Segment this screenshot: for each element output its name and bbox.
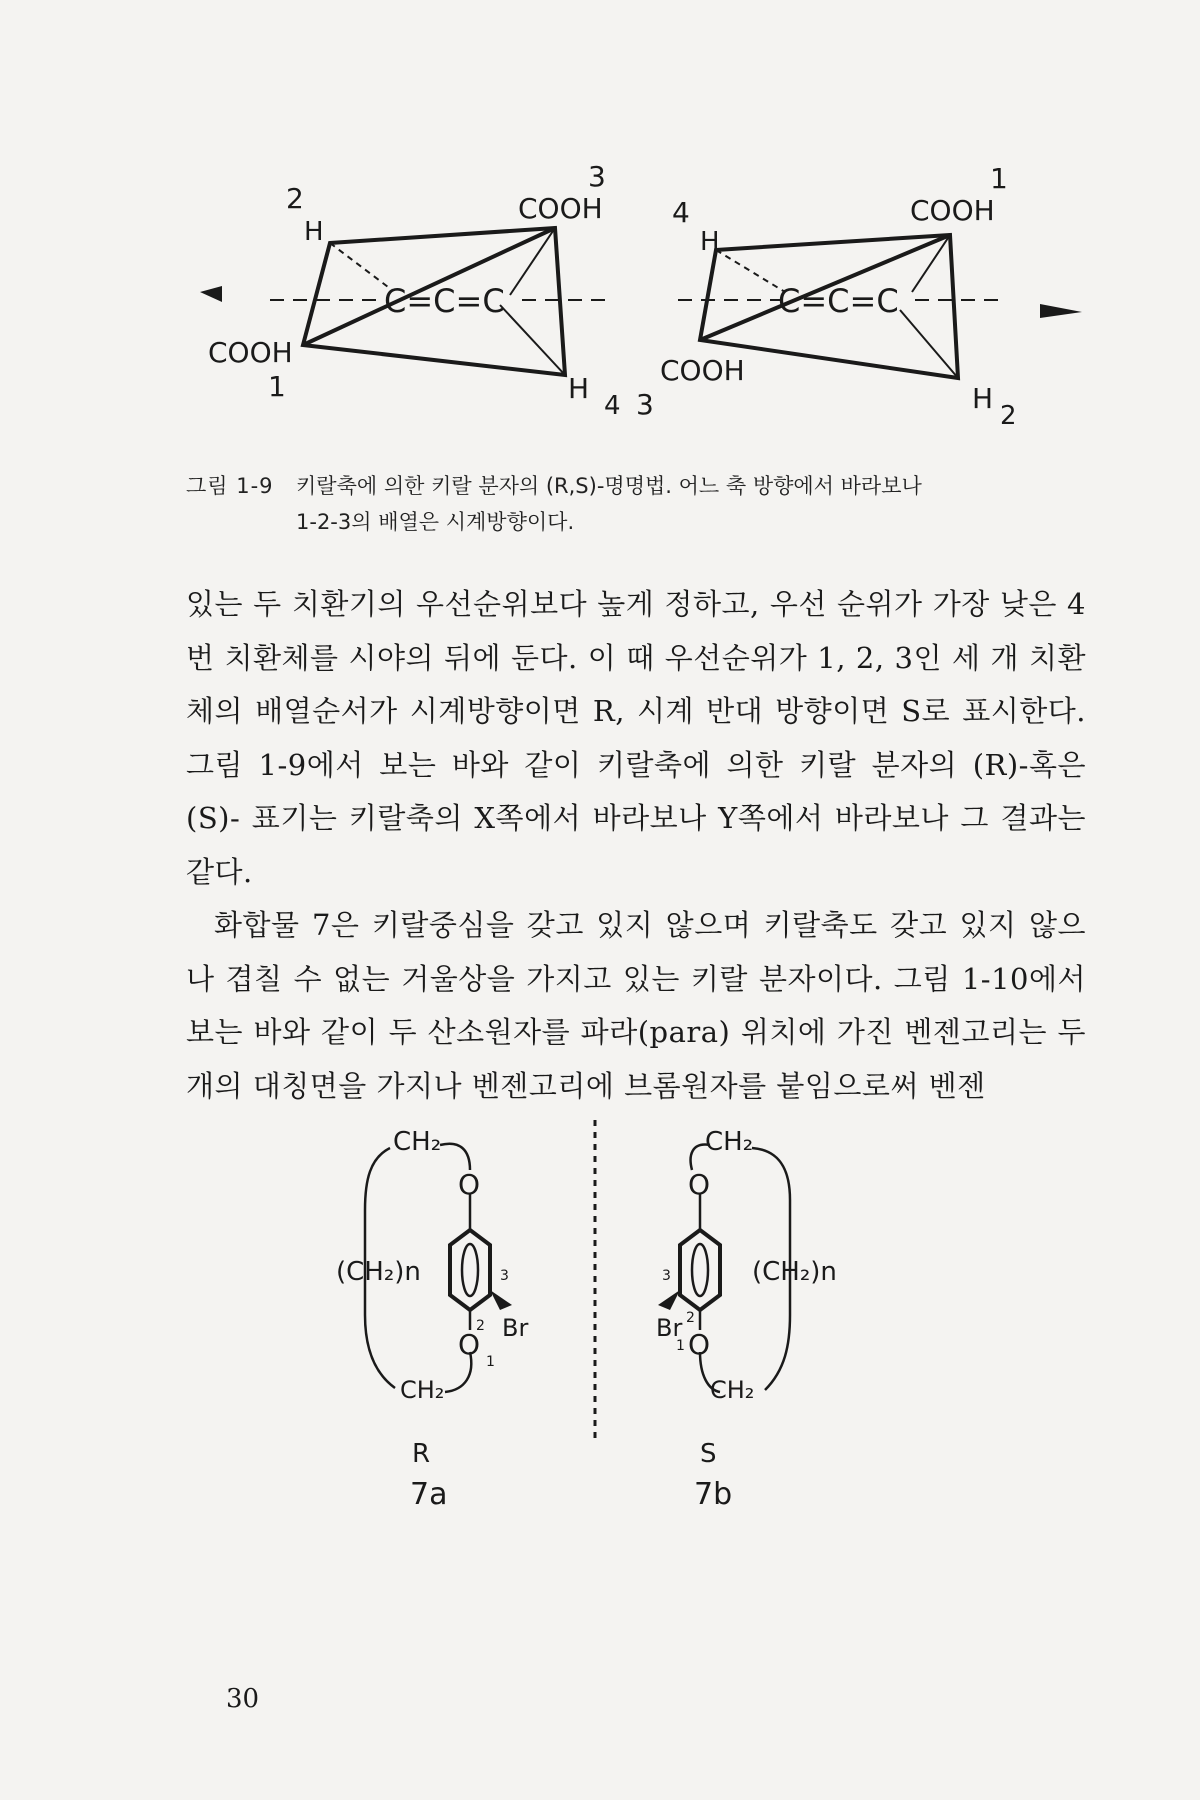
arrow-right-icon	[1040, 304, 1082, 318]
arrow-left-icon	[200, 286, 222, 302]
7b-ch2-bottom: CH₂	[710, 1376, 755, 1404]
figure-caption	[186, 468, 1086, 540]
figure-1-9	[0, 0, 1200, 450]
left-upper-left-atom: H	[304, 217, 324, 247]
7b-config: S	[700, 1439, 717, 1469]
7a-oxygen-bottom: O	[458, 1328, 481, 1361]
7a-ch2-top: CH₂	[393, 1127, 442, 1157]
7b-br: Br	[656, 1314, 683, 1342]
7a-num1: 1	[486, 1354, 495, 1370]
left-upper-left-number: 2	[286, 182, 304, 215]
page-number: 30	[226, 1684, 260, 1714]
left-lower-left-group: COOH	[208, 336, 293, 369]
left-top-number: 3	[588, 160, 606, 193]
caption-text-1: 키랄축에 의한 키랄 분자의 (R,S)-명명법. 어느 축 방향에서 바라보나	[296, 474, 922, 498]
caption-line-2: 1-2-3의 배열은 시계방향이다.	[296, 510, 575, 534]
left-lower-left-number: 1	[268, 370, 286, 403]
7a-ch2-bottom: CH₂	[400, 1376, 445, 1404]
7b-ch2-top: CH₂	[705, 1127, 754, 1157]
caption-line-1	[186, 468, 1086, 504]
7b-num1: 1	[676, 1338, 685, 1354]
7b-oxygen-top: O	[688, 1168, 711, 1201]
right-lower-right-number: 2	[1000, 401, 1017, 431]
7a-oxygen-top: O	[458, 1168, 481, 1201]
7a-compound-number: 7a	[410, 1477, 448, 1512]
right-top-number: 1	[990, 162, 1008, 195]
7a-num3: 3	[500, 1268, 509, 1284]
left-lower-right-atom: H	[568, 372, 590, 405]
right-chain: C=C=C	[778, 282, 899, 320]
body-text	[186, 578, 1086, 1113]
7a-config: R	[412, 1439, 431, 1469]
7a-num2: 2	[476, 1318, 485, 1334]
right-top-group: COOH	[910, 194, 995, 227]
paragraph-1: 있는 두 치환기의 우선순위보다 높게 정하고, 우선 순위가 가장 낮은 4번 치환체를 시야의 뒤에 둔다. 이 때 우선순위가 1, 2, 3인 세 개 치환체의 배열순서가 시계방향이면 R, 시계 반대 방향이면 S로 표시한다. 그림 1-9에서 보는 바와 같이 키랄축에 의한 키랄 분자의 (R)-혹은 (S)- 표기는 키랄축의 X쪽에서 바라보나 Y쪽에서 바라보나 그 결과는 같다.	[186, 587, 1086, 889]
7b-oxygen-bottom: O	[688, 1328, 711, 1361]
paragraph-2: 화합물 7은 키랄중심을 갖고 있지 않으며 키랄축도 갖고 있지 않으나 겹칠 수 없는 거울상을 가지고 있는 키랄 분자이다. 그림 1-10에서 보는 바와 같이 두 산소원자를 파라(para) 위치에 가진 벤젠고리는 두 개의 대칭면을 가지나 벤젠고리에 브롬원자를 붙임으로써 벤젠	[186, 908, 1086, 1103]
7b-num2: 2	[686, 1310, 695, 1326]
7b-num3: 3	[662, 1268, 671, 1284]
right-lower-left-number: 3	[636, 388, 654, 421]
right-upper-left-number: 4	[672, 196, 690, 229]
7b-chain: (CH₂)n	[752, 1257, 837, 1287]
right-upper-left-atom: H	[700, 227, 720, 257]
7a-br: Br	[502, 1314, 529, 1342]
7a-chain: (CH₂)n	[336, 1257, 421, 1287]
figure-1-10	[0, 1100, 1200, 1600]
right-lower-left-group: COOH	[660, 354, 745, 387]
left-top-group: COOH	[518, 192, 603, 225]
left-lower-right-number: 4	[604, 391, 621, 421]
left-chain: C=C=C	[384, 282, 505, 320]
caption-label: 그림 1-9	[186, 474, 274, 498]
7b-compound-number: 7b	[694, 1477, 733, 1512]
right-lower-right-atom: H	[972, 382, 994, 415]
